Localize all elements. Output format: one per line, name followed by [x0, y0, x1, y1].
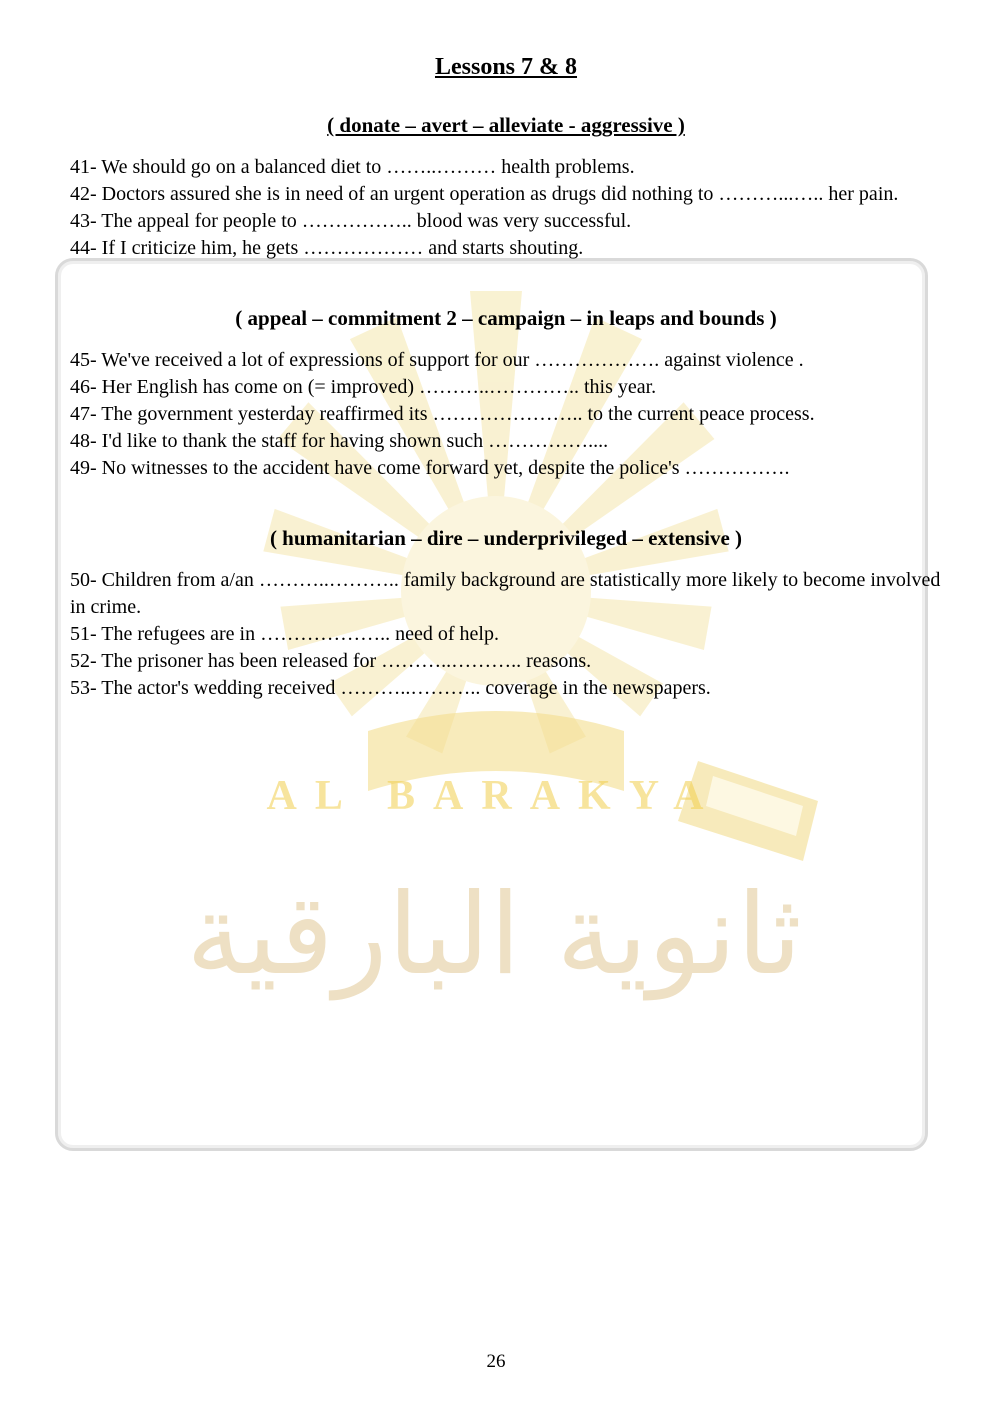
watermark-arabic-text: ثانوية البارقية [186, 870, 802, 1000]
section-1-header: ( donate – avert – alleviate - aggressive ) [327, 113, 685, 137]
question-50: 50- Children from a/an ………..……….. family background are statistically more likely to become involved in crime. [70, 569, 941, 618]
question-53: 53- The actor's wedding received ………..……….. coverage in the newspapers. [70, 677, 711, 699]
question-43: 43- The appeal for people to …………….. blood was very successful. [70, 210, 632, 232]
question-42: 42- Doctors assured she is in need of an urgent operation as drugs did nothing to ………...….. her pain. [70, 183, 899, 205]
watermark-latin-text: AL BARAKYA [266, 773, 722, 819]
section-3-header: ( humanitarian – dire – underprivileged – extensive ) [269, 526, 743, 550]
question-49: 49- No witnesses to the accident have come forward yet, despite the police's ……………. [70, 457, 790, 479]
page-title: Lessons 7 & 8 [434, 54, 578, 80]
section-2-header: ( appeal – commitment 2 – campaign – in leaps and bounds ) [235, 306, 777, 330]
question-44: 44- If I criticize him, he gets ……………… and starts shouting. [70, 237, 584, 259]
question-46: 46- Her English has come on (= improved) ………..………….. this year. [70, 376, 657, 398]
page-number: 26 [486, 1351, 506, 1372]
question-45: 45- We've received a lot of expressions of support for our ………………. against violence . [70, 349, 804, 371]
question-48: 48- I'd like to thank the staff for having shown such …………….... [70, 430, 609, 452]
question-47: 47- The government yesterday reaffirmed its ………………….. to the current peace process. [70, 403, 815, 425]
question-41: 41- We should go on a balanced diet to ……..……… health problems. [70, 156, 635, 178]
question-52: 52- The prisoner has been released for ………..……….. reasons. [70, 650, 592, 672]
question-51: 51- The refugees are in ……………….. need of help. [70, 623, 499, 645]
